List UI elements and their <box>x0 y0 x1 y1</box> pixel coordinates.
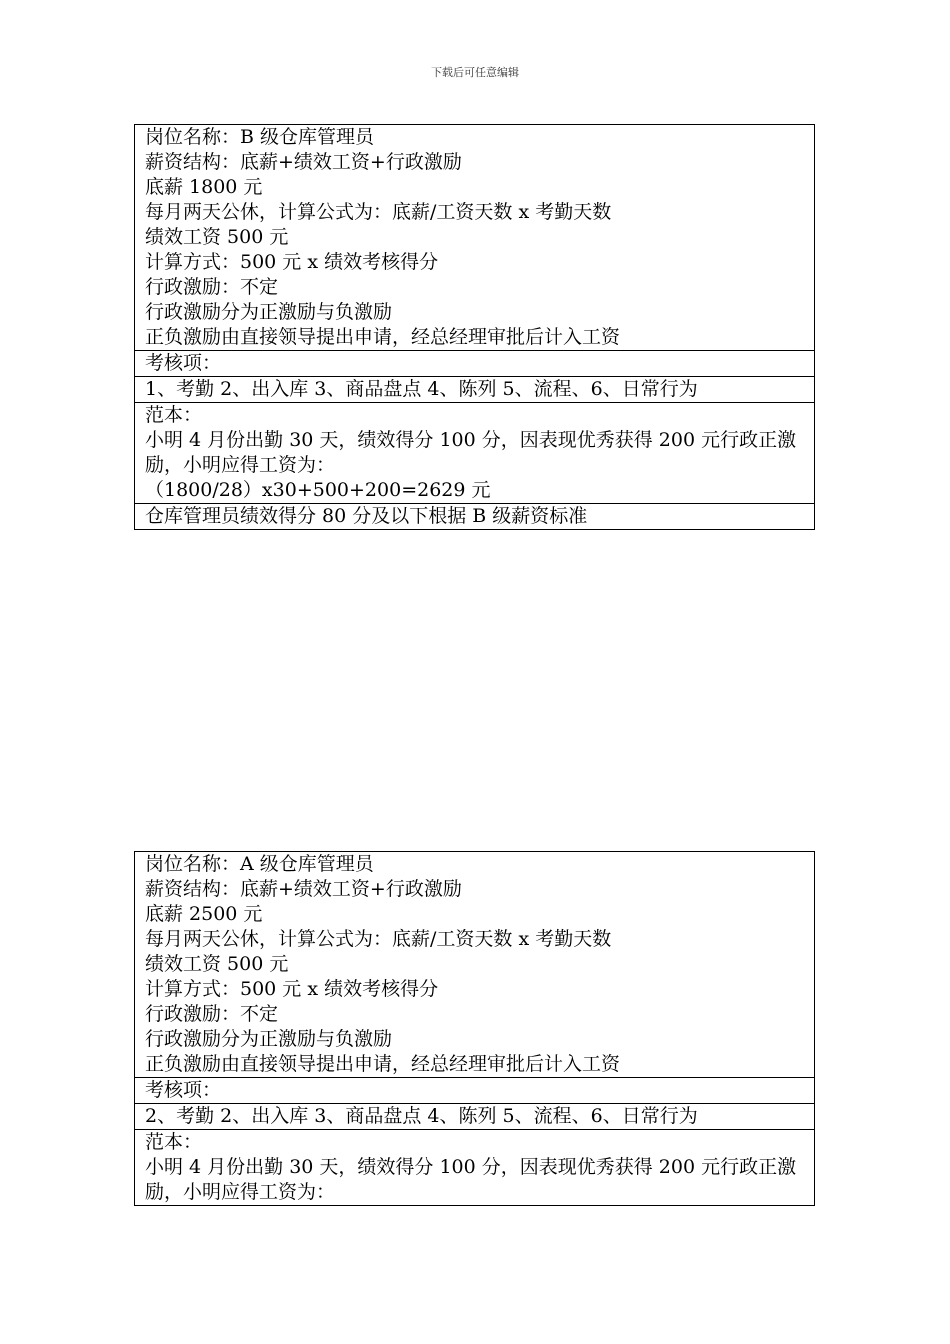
example-label: 范本： <box>145 404 203 426</box>
footer-note-cell <box>135 504 815 530</box>
performance-formula: 计算方式：500 元 x 绩效考核得分 <box>145 978 439 1000</box>
table-row <box>135 852 815 1078</box>
assessment-items: 2、考勤 2、出入库 3、商品盘点 4、陈列 5、流程、6、日常行为 <box>145 1105 698 1127</box>
a-level-salary-table <box>134 851 815 1206</box>
position-name: 岗位名称：B 级仓库管理员 <box>145 126 375 148</box>
table-row <box>135 403 815 504</box>
example-formula: （1800/28）x30+500+200=2629 元 <box>145 479 491 501</box>
position-info-cell <box>135 125 815 351</box>
admin-incentive: 行政激励：不定 <box>145 1003 279 1025</box>
assessment-items: 1、考勤 2、出入库 3、商品盘点 4、陈列 5、流程、6、日常行为 <box>145 378 698 400</box>
position-info-cell <box>135 852 815 1078</box>
table-row <box>135 377 815 403</box>
incentive-approval: 正负激励由直接领导提出申请，经总经理审批后计入工资 <box>145 1053 621 1075</box>
performance-formula: 计算方式：500 元 x 绩效考核得分 <box>145 251 439 273</box>
example-text: 小明 4 月份出勤 30 天，绩效得分 100 分，因表现优秀获得 200 元行政正激励，小明应得工资为： <box>145 429 797 476</box>
table-row <box>135 1130 815 1206</box>
table-row <box>135 1104 815 1130</box>
b-level-salary-table <box>134 124 815 530</box>
position-name: 岗位名称：A 级仓库管理员 <box>145 853 374 875</box>
example-text: 小明 4 月份出勤 30 天，绩效得分 100 分，因表现优秀获得 200 元行政正激励，小明应得工资为： <box>145 1156 797 1203</box>
table-row <box>135 351 815 377</box>
example-label: 范本： <box>145 1131 203 1153</box>
footer-note: 仓库管理员绩效得分 80 分及以下根据 B 级薪资标准 <box>145 505 588 527</box>
assessment-label-cell <box>135 1078 815 1104</box>
table-row <box>135 504 815 530</box>
base-salary: 底薪 1800 元 <box>145 176 263 198</box>
performance-pay: 绩效工资 500 元 <box>145 226 289 248</box>
table-row <box>135 1078 815 1104</box>
incentive-types: 行政激励分为正激励与负激励 <box>145 1028 393 1050</box>
assessment-items-cell <box>135 1104 815 1130</box>
assessment-label-cell <box>135 351 815 377</box>
salary-structure: 薪资结构：底薪+绩效工资+行政激励 <box>145 151 462 173</box>
page-header: 下载后可任意编辑 <box>431 66 519 79</box>
example-cell <box>135 403 815 504</box>
incentive-approval: 正负激励由直接领导提出申请，经总经理审批后计入工资 <box>145 326 621 348</box>
admin-incentive: 行政激励：不定 <box>145 276 279 298</box>
assessment-label: 考核项： <box>145 1079 222 1101</box>
base-salary-formula: 每月两天公休，计算公式为：底薪/工资天数 x 考勤天数 <box>145 201 612 223</box>
assessment-items-cell <box>135 377 815 403</box>
performance-pay: 绩效工资 500 元 <box>145 953 289 975</box>
base-salary: 底薪 2500 元 <box>145 903 263 925</box>
assessment-label: 考核项： <box>145 352 222 374</box>
base-salary-formula: 每月两天公休，计算公式为：底薪/工资天数 x 考勤天数 <box>145 928 612 950</box>
incentive-types: 行政激励分为正激励与负激励 <box>145 301 393 323</box>
salary-structure: 薪资结构：底薪+绩效工资+行政激励 <box>145 878 462 900</box>
example-cell <box>135 1130 815 1206</box>
table-row <box>135 125 815 351</box>
